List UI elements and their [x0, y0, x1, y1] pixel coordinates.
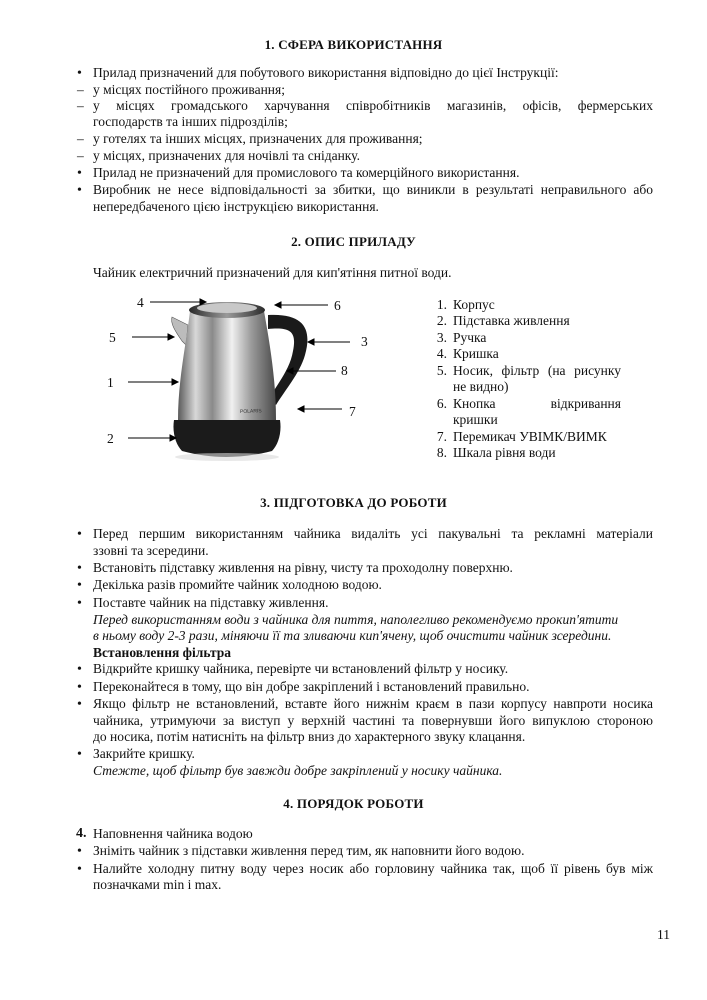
sec4-bullet-2-cont: позначками min і max. [93, 877, 222, 892]
bullet: • [77, 680, 82, 695]
callout-6: 6 [334, 298, 341, 313]
sec3-note-1-cont: в ньому воду 2-3 рази, міняючи її та зливаючи кип'ячену, щоб очистити чайник зсередини. [93, 628, 612, 643]
sec3-note-2: Стежте, щоб фільтр був завжди добре закріплений у носику чайника. [93, 763, 503, 778]
legend-item: Кнопка відкривання [453, 396, 621, 411]
legend-item: Корпус [453, 297, 495, 312]
sec3-bullet-1-cont: ззовні та зсередини. [93, 543, 209, 558]
legend-item: Ручка [453, 330, 487, 345]
bullet: • [77, 697, 82, 712]
sec3-bullet-2: Встановіть підставку живлення на рівну, чисту та проходолну поверхню. [93, 560, 513, 575]
sec1-bullet-3: Виробник не несе відповідальності за збитки, що виникли в результаті неправильного або [93, 182, 653, 197]
callout-8: 8 [341, 363, 348, 378]
body-shape [178, 311, 276, 420]
bullet: • [77, 844, 82, 859]
bullet: • [77, 66, 82, 81]
legend-item: Підставка живлення [453, 313, 570, 328]
sec3-bullet-8: Закрийте кришку. [93, 746, 195, 761]
legend-item-cont: кришки [453, 412, 498, 427]
sec4-number: 4. [76, 826, 87, 841]
sec4-item-heading: Наповнення чайника водою [93, 826, 253, 841]
section-4-title: 4. ПОРЯДОК РОБОТИ [283, 796, 424, 811]
sec3-bullet-1: Перед першим використанням чайника видаліть усі пакувальні та рекламні матеріали [93, 526, 653, 541]
legend-item-cont: не видно) [453, 379, 509, 394]
bullet: • [77, 578, 82, 593]
sec3-bullet-7-cont: чайника, утримуючи за виступ у верхній частині та повернувши його випуклою стороною [93, 713, 653, 728]
legend-item: Кришка [453, 346, 499, 361]
legend-item: Носик, фільтр (на рисунку [453, 363, 621, 378]
sec4-bullet-1: Зніміть чайник з підставки живлення перед тим, як наповнити його водою. [93, 843, 525, 858]
sec2-intro: Чайник електричний призначений для кип'ятіння питної води. [93, 265, 452, 280]
sec4-bullet-2: Налийте холодну питну воду через носик або горловину чайника так, щоб її рівень був між [93, 861, 653, 876]
sec3-bullet-7-cont2: до носика, потім натисніть на фільтр вниз до характерного звуку клацання. [93, 729, 526, 744]
bullet: • [77, 596, 82, 611]
sec1-dash-1: у місцях постійного проживання; [93, 82, 285, 97]
bullet: • [77, 527, 82, 542]
dash: – [77, 131, 84, 146]
section-2-title: 2. ОПИС ПРИЛАДУ [291, 234, 416, 249]
dash: – [77, 98, 84, 113]
callout-2: 2 [107, 431, 114, 446]
sec1-bullet-3-cont: непередбаченого цією інструкцією використання. [93, 199, 379, 214]
bullet: • [77, 166, 82, 181]
bullet: • [77, 561, 82, 576]
sec3-bullet-3: Декілька разів промийте чайник холодною водою. [93, 577, 382, 592]
sec1-bullet-2: Прилад не призначений для промислового та комерційного використання. [93, 165, 520, 180]
sec1-bullet-1: Прилад призначений для побутового використання відповідно до цієї Інструкції: [93, 65, 559, 80]
dash: – [77, 148, 84, 163]
legend-item: Перемикач УВІМК/ВИМК [453, 429, 607, 444]
sec3-bullet-7: Якщо фільтр не встановлений, вставте його нижнім краєм в пази корпусу навпроти носика [93, 696, 653, 711]
callout-3: 3 [361, 334, 368, 349]
bullet: • [77, 862, 82, 877]
section-1-title: 1. СФЕРА ВИКОРИСТАННЯ [264, 37, 443, 52]
bullet: • [77, 662, 82, 677]
kettle-illustration [100, 285, 410, 470]
callout-4: 4 [137, 295, 144, 310]
bullet: • [77, 183, 82, 198]
sec3-bullet-4: Поставте чайник на підставку живлення. [93, 595, 329, 610]
sec3-note-1: Перед використанням води з чайника для пиття, наполегливо рекомендуємо прокип'ятити [93, 612, 619, 627]
sec3-bullet-6: Переконайтеся в тому, що він добре закріплений і встановлений правильно. [93, 679, 530, 694]
legend-item: Шкала рівня води [453, 445, 556, 460]
manual-page: 1. СФЕРА ВИКОРИСТАННЯ • Прилад призначений для побутового використання відповідно до цієї Інструкції: – у місцях постійного проживання; – у місцях громадського харчування співробітників магазинів, офісів, фермерських господарств та інших підрозділів; – у готелях та інших місцях, призначених для проживання; – у місцях, призначених для ночівлі та сніданку. • Прилад не призначений для промислового та комерційного використання. • Виробник не несе відповідальності за збитки, що виникли в результаті неправильного або непередбаченого цією інструкцією використання. 2. ОПИС ПРИЛАДУ Чайник електричний призначений для кип'ятіння питної води. POLARIS 4 6 5 3 1 8 7 2 1. Корпус 2. Підставка живлення 3. Ручка 4. Кришка 5. Носик, фільтр (на рисунку не видно) 6. Кнопка відкривання кришки 7. Перемикач УВІМК/ВИМК 8. Шкала рівня води 3. ПІДГОТОВКА ДО РОБОТИ • Перед першим використанням чайника видаліть усі пакувальні та рекламні матеріали ззовні та зсередини. • Встановіть підставку живлення на рівну, чисту та проходолну поверхню. • Декілька разів промийте чайник холодною водою. • Поставте чайник на підставку живлення. Перед використанням води з чайника для пиття, наполегливо рекомендуємо прокип'ятити в ньому воду 2-3 рази, міняючи її та зливаючи кип'ячену, щоб очистити чайник зсередини. Встановлення фільтра • Відкрийте кришку чайника, перевірте чи встановлений фільтр у носику. • Переконайтеся в тому, що він добре закріплений і встановлений правильно. • Якщо фільтр не встановлений, вставте його нижнім краєм в пази корпусу навпроти носика чайника, утримуючи за виступ у верхній частині та повернувши його випуклою стороною до носика, потім натисніть на фільтр вниз до характерного звуку клацання. • Закрийте кришку. Стежте, щоб фільтр був завжди добре закріплений у носику чайника. 4. ПОРЯДОК РОБОТИ 4. Наповнення чайника водою • Зніміть чайник з підставки живлення перед тим, як наповнити його водою. • Налийте холодну питну воду через носик або горловину чайника так, щоб її рівень був між позначками min і max. 11 [0, 0, 707, 1000]
page-number: 11 [657, 927, 670, 942]
dash: – [77, 82, 84, 97]
sec3-bullet-5: Відкрийте кришку чайника, перевірте чи встановлений фільтр у носику. [93, 661, 509, 676]
sec1-dash-2-cont: господарств та інших підрозділів; [93, 114, 288, 129]
sec1-dash-4: у місцях, призначених для ночівлі та сніданку. [93, 148, 360, 163]
base-shape [173, 420, 280, 457]
callout-1: 1 [107, 375, 114, 390]
callout-5: 5 [109, 330, 116, 345]
sec3-subheading: Встановлення фільтра [93, 645, 231, 660]
bullet: • [77, 747, 82, 762]
callout-7: 7 [349, 404, 356, 419]
sec1-dash-2: у місцях громадського харчування співробітників магазинів, офісів, фермерських [93, 98, 653, 113]
lid-button-shape [197, 303, 257, 313]
spout-shape [172, 317, 188, 345]
brand-logo: POLARIS [239, 408, 262, 415]
sec1-dash-3: у готелях та інших місцях, призначених для проживання; [93, 131, 423, 146]
section-3-title: 3. ПІДГОТОВКА ДО РОБОТИ [260, 495, 447, 510]
